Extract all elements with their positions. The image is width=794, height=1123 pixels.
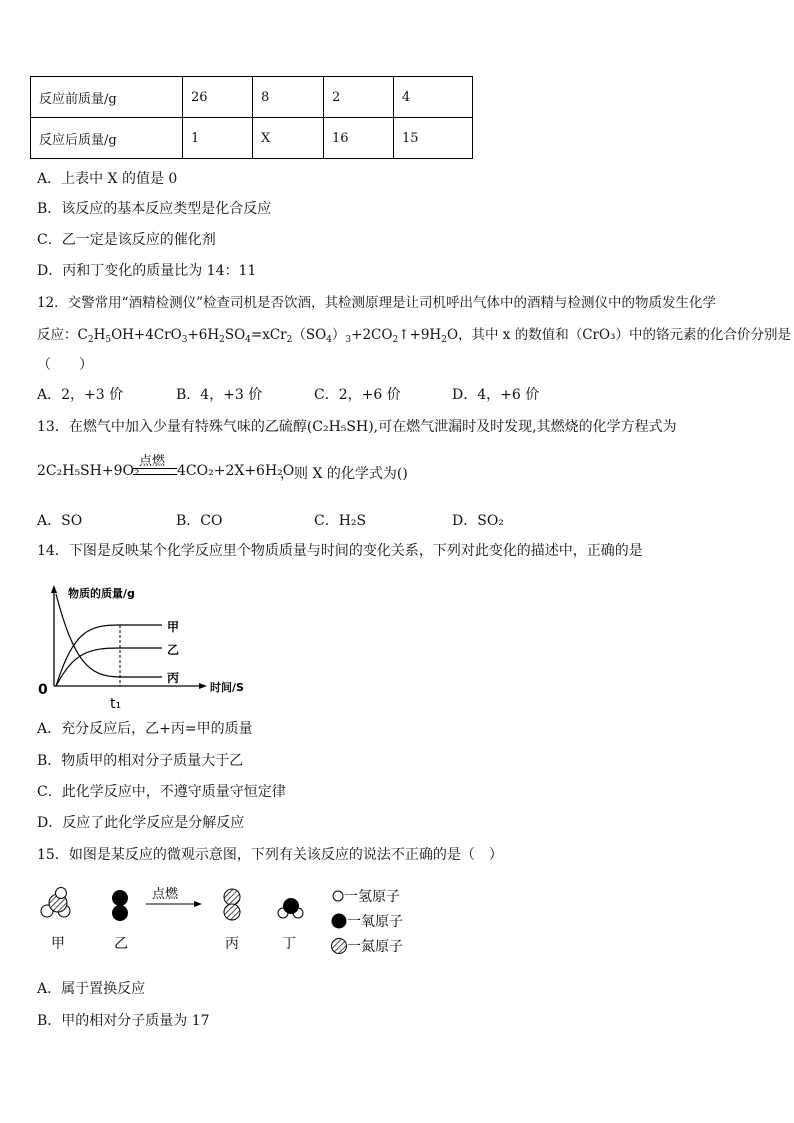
q15-option-a[interactable]: A．属于置换反应 bbox=[37, 981, 146, 997]
x-axis-arrow bbox=[199, 683, 207, 689]
label-bing: 丙 bbox=[225, 936, 239, 952]
q14-graph bbox=[34, 582, 264, 712]
nitrogen-atom-icon bbox=[332, 939, 347, 954]
q14-option-a[interactable]: A．充分反应后，乙+丙=甲的质量 bbox=[37, 721, 253, 737]
origin-label: 0 bbox=[38, 682, 48, 698]
q13-eq-arrow bbox=[133, 468, 177, 475]
legend bbox=[332, 889, 404, 955]
q12-equation: $_2H_5OH+4CrO_3+6H_2SO_4=xCr_2(SO_4)_3+2CO_2↑+9H_2O$ bbox=[87, 327, 459, 345]
label-ding: 丁 bbox=[282, 936, 296, 952]
y-axis-label: 物质的质量/g bbox=[68, 587, 135, 600]
y-axis-arrow bbox=[51, 585, 57, 593]
table-cell: 8 bbox=[253, 77, 324, 118]
q12-option-a[interactable]: A．2，+3 价 bbox=[37, 387, 124, 403]
q13-eq-condition: 点燃 bbox=[139, 454, 166, 469]
hydrogen-atom-icon bbox=[333, 891, 343, 901]
q13-option-a[interactable]: A．SO bbox=[37, 513, 83, 529]
reaction-arrowhead bbox=[194, 901, 202, 907]
q12-option-d[interactable]: D．4，+6 价 bbox=[452, 387, 540, 403]
label-yi: 乙 bbox=[114, 936, 128, 952]
reaction-condition: 点燃 bbox=[152, 887, 179, 902]
q12-stem-rest: ，其中 x 的数值和（CrO₃）中的铬元素的化合价分别是 bbox=[458, 327, 791, 343]
curve-yi bbox=[56, 648, 162, 686]
q13-option-d[interactable]: D．SO₂ bbox=[452, 513, 504, 529]
molecule-yi bbox=[112, 890, 128, 921]
t1-label: t₁ bbox=[110, 696, 122, 712]
table-cell: 2 bbox=[324, 77, 394, 118]
q12-stem-line2 bbox=[37, 326, 791, 344]
molecule-bing bbox=[224, 889, 240, 920]
series-label-jia: 甲 bbox=[167, 620, 180, 634]
table-cell: 1 bbox=[183, 118, 253, 159]
table-cell: 26 bbox=[183, 77, 253, 118]
legend-nitrogen: 一氮原子 bbox=[347, 939, 403, 955]
q14-stem: 14．下图是反映某个化学反应里个物质质量与时间的变化关系，下列对此变化的描述中，正确的是 bbox=[37, 543, 643, 559]
q12-option-b[interactable]: B．4，+3 价 bbox=[176, 387, 263, 403]
molecule-ding bbox=[278, 898, 303, 918]
q13-eq-tail: ，则 X 的化学式为() bbox=[280, 466, 408, 482]
legend-hydrogen: 一氢原子 bbox=[344, 889, 400, 905]
table-cell: 反应前质量/g bbox=[31, 77, 183, 118]
q11-option-d[interactable]: D．丙和丁变化的质量比为 14：11 bbox=[37, 263, 257, 279]
q13-stem: 13．在燃气中加入少量有特殊气味的乙硫醇(C₂H₅SH),可在燃气泄漏时及时发现,其燃烧的化学方程式为 bbox=[37, 419, 677, 435]
legend-oxygen: 一氧原子 bbox=[347, 914, 403, 930]
q12-stem-line1: 12．交警常用“酒精检测仪”检查司机是否饮酒，其检测原理是让司机呼出气体中的酒精与检测仪中的物质发生化学 bbox=[37, 295, 716, 311]
oxygen-atom-icon bbox=[332, 914, 347, 929]
table-cell: 15 bbox=[394, 118, 473, 159]
q12-paren: （ ） bbox=[37, 357, 93, 373]
label-jia: 甲 bbox=[51, 936, 65, 952]
table-row bbox=[31, 118, 473, 159]
q11-option-c[interactable]: C．乙一定是该反应的催化剂 bbox=[37, 232, 216, 248]
curve-bing bbox=[56, 594, 162, 677]
q15-stem: 15．如图是某反应的微观示意图，下列有关该反应的说法不正确的是（ ） bbox=[37, 847, 503, 863]
table-cell: 4 bbox=[394, 77, 473, 118]
q11-option-a[interactable]: A．上表中 X 的值是 0 bbox=[37, 171, 178, 187]
table-row bbox=[31, 77, 473, 118]
q13-option-b[interactable]: B．CO bbox=[176, 513, 223, 529]
q12-stem-prefix: 反应：C bbox=[37, 327, 88, 343]
q14-option-d[interactable]: D．反应了此化学反应是分解反应 bbox=[37, 815, 245, 831]
q12-option-c[interactable]: C．2，+6 价 bbox=[314, 387, 401, 403]
table-cell: 16 bbox=[324, 118, 394, 159]
molecule-jia bbox=[41, 888, 70, 918]
table-cell: X bbox=[253, 118, 324, 159]
q14-option-b[interactable]: B．物质甲的相对分子质量大于乙 bbox=[37, 753, 244, 769]
table-cell: 反应后质量/g bbox=[31, 118, 183, 159]
mass-table bbox=[30, 76, 473, 159]
series-label-yi: 乙 bbox=[167, 643, 180, 657]
q13-eq-left: 2C₂H₅SH+9O₂ bbox=[37, 463, 140, 479]
q14-option-c[interactable]: C．此化学反应中，不遵守质量守恒定律 bbox=[37, 784, 286, 800]
series-label-bing: 丙 bbox=[167, 671, 180, 685]
q13-eq-right: 4CO₂+2X+6H₂O bbox=[177, 463, 295, 479]
q11-option-b[interactable]: B．该反应的基本反应类型是化合反应 bbox=[37, 201, 272, 217]
q15-option-b[interactable]: B．甲的相对分子质量为 17 bbox=[37, 1013, 210, 1029]
x-axis-label: 时间/S bbox=[210, 681, 244, 694]
q15-diagram bbox=[34, 884, 434, 960]
q13-option-c[interactable]: C．H₂S bbox=[314, 513, 367, 529]
